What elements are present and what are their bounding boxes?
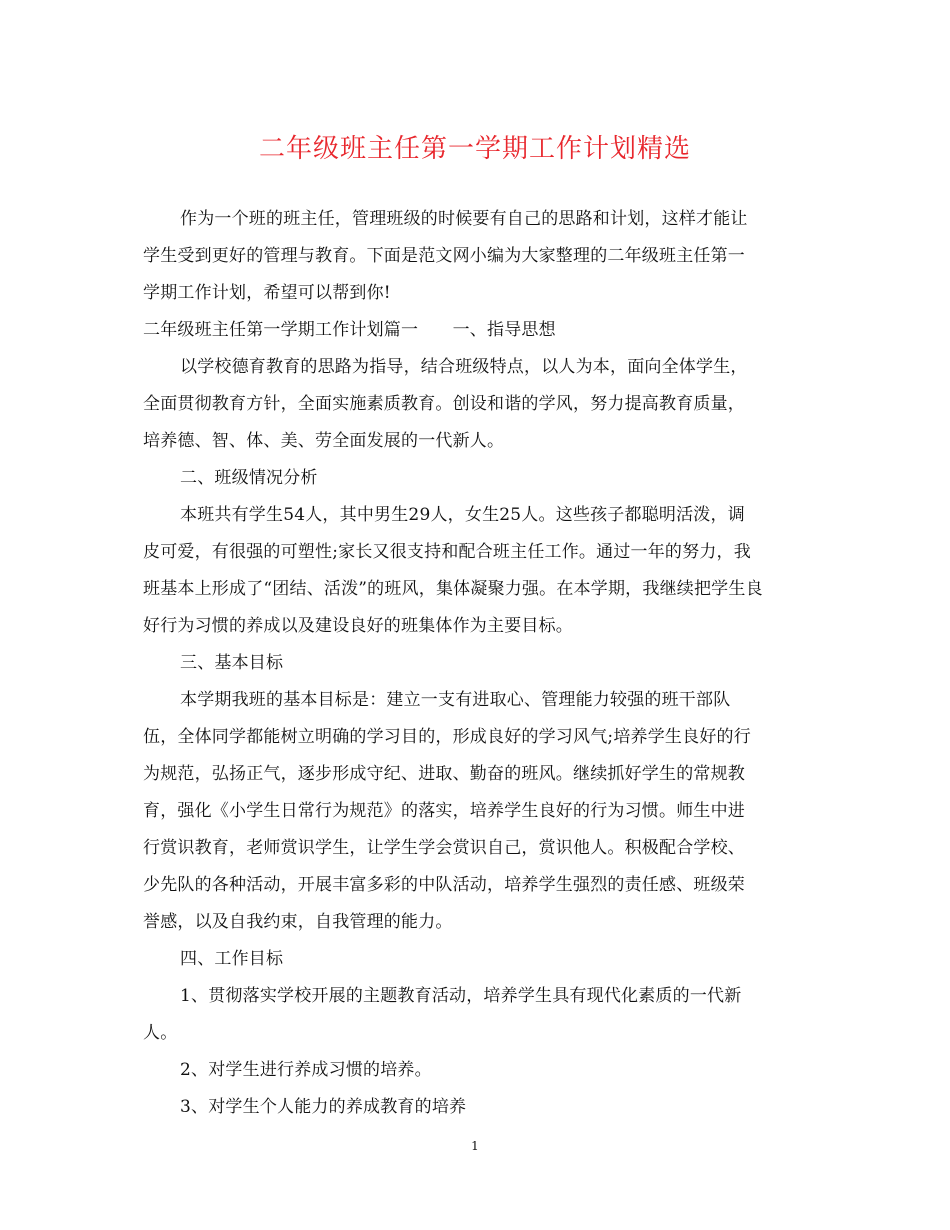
paragraph-line: 皮可爱，有很强的可塑性;家长又很支持和配合班主任工作。通过一年的努力，我 — [143, 542, 751, 562]
paragraph-line: 誉感，以及自我约束，自我管理的能力。 — [143, 912, 453, 932]
paragraph-line: 学生受到更好的管理与教育。下面是范文网小编为大家整理的二年级班主任第一 — [143, 246, 745, 266]
section-heading: 二年级班主任第一学期工作计划篇一 一、指导思想 — [143, 320, 556, 340]
section-heading: 三、基本目标 — [180, 653, 284, 673]
paragraph-line: 本班共有学生54人，其中男生29人，女生25人。这些孩子都聪明活泼，调 — [180, 505, 745, 525]
paragraph-line: 班基本上形成了“团结、活泼”的班风，集体凝聚力强。在本学期，我继续把学生良 — [143, 579, 763, 599]
paragraph-line: 3、对学生个人能力的养成教育的培养 — [180, 1097, 467, 1117]
paragraph-line: 好行为习惯的养成以及建设良好的班集体作为主要目标。 — [143, 616, 573, 636]
paragraph-line: 人。 — [143, 1023, 178, 1043]
page-number: 1 — [471, 1139, 479, 1153]
page-title: 二年级班主任第一学期工作计划精选 — [258, 134, 691, 164]
section-heading: 四、工作目标 — [180, 949, 284, 969]
paragraph-line: 以学校德育教育的思路为指导，结合班级特点，以人为本，面向全体学生， — [180, 357, 748, 377]
section-heading: 二、班级情况分析 — [180, 468, 318, 488]
paragraph-line: 作为一个班的班主任，管理班级的时候要有自己的思路和计划，这样才能让 — [180, 209, 748, 229]
paragraph-line: 育，强化《小学生日常行为规范》的落实，培养学生良好的行为习惯。师生中进 — [143, 801, 745, 821]
paragraph-line: 少先队的各种活动，开展丰富多彩的中队活动，培养学生强烈的责任感、班级荣 — [143, 875, 745, 895]
paragraph-line: 培养德、智、体、美、劳全面发展的一代新人。 — [143, 431, 505, 451]
paragraph-line: 1、贯彻落实学校开展的主题教育活动，培养学生具有现代化素质的一代新 — [180, 986, 742, 1006]
paragraph-line: 为规范，弘扬正气，逐步形成守纪、进取、勤奋的班风。继续抓好学生的常规教 — [143, 764, 745, 784]
paragraph-line: 行赏识教育，老师赏识学生，让学生学会赏识自己，赏识他人。积极配合学校、 — [143, 838, 745, 858]
paragraph-line: 本学期我班的基本目标是：建立一支有进取心、管理能力较强的班干部队 — [180, 690, 731, 710]
paragraph-line: 伍，全体同学都能树立明确的学习目的，形成良好的学习风气;培养学生良好的行 — [143, 727, 751, 747]
paragraph-line: 全面贯彻教育方针，全面实施素质教育。创设和谐的学风，努力提高教育质量， — [143, 394, 745, 414]
paragraph-line: 2、对学生进行养成习惯的培养。 — [180, 1060, 432, 1080]
paragraph-line: 学期工作计划，希望可以帮到你! — [143, 283, 391, 303]
